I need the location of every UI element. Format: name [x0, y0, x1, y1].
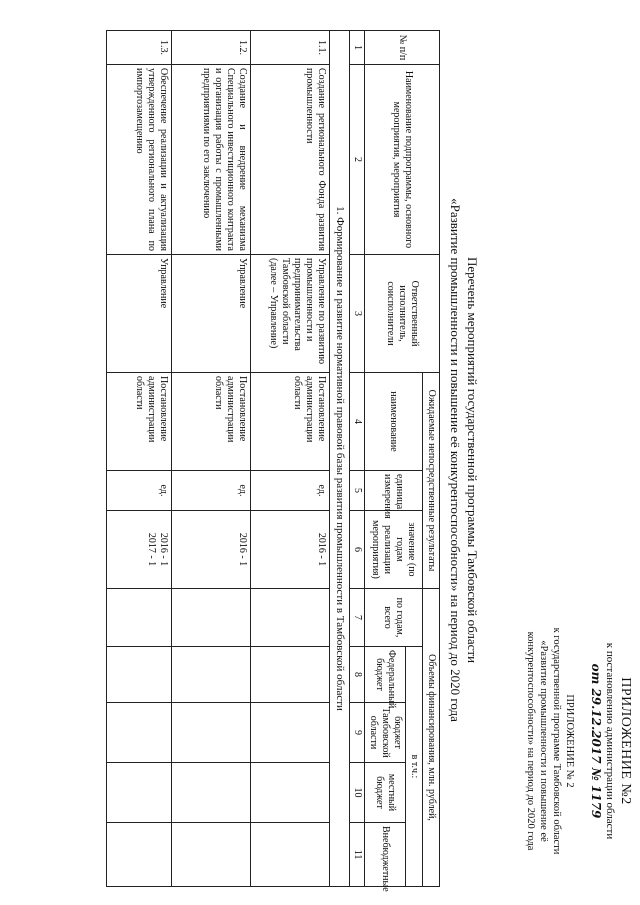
handwritten-date-number: от 29.12.2017 № 1179	[588, 663, 603, 819]
row-unit: ед.	[171, 471, 250, 511]
measures-table	[106, 30, 440, 892]
row-cell-empty	[106, 647, 171, 703]
row-value-line: 2016 - 1	[157, 532, 169, 567]
column-number: 8	[350, 647, 365, 703]
row-name: Создание регионального Фонда развития промышленности	[250, 65, 329, 255]
header-funding-extra: Внебюджетные	[365, 823, 406, 887]
row-cell-empty	[250, 589, 329, 647]
row-num: 1.3.	[106, 31, 171, 65]
header-row-1	[423, 31, 440, 887]
annex-main-header	[588, 591, 634, 891]
row-responsible: Управление	[171, 255, 250, 373]
table-row	[106, 31, 171, 887]
row-unit: ед.	[106, 471, 171, 511]
header-result-value: значение (по годам реализации мероприятия)	[365, 511, 423, 589]
row-cell-empty	[171, 647, 250, 703]
row-cell-empty	[106, 823, 171, 887]
row-value: 2016 - 1	[171, 511, 250, 589]
section-row	[329, 31, 349, 887]
header-funding-total: по годам, всего	[365, 589, 423, 647]
header-expected-results: Ожидаемые непосредственные результаты	[423, 373, 440, 589]
row-cell-empty	[106, 763, 171, 823]
header-funding-federal: Федеральный бюджет	[365, 647, 406, 703]
row-cell-empty	[250, 763, 329, 823]
annex-secondary-header	[524, 591, 577, 891]
column-number: 3	[350, 255, 365, 373]
document-title-line1: Перечень мероприятий государственной программы Тамбовской области	[465, 256, 480, 664]
column-number: 11	[350, 823, 365, 887]
row-name: Создание и внедрение механизма Специального инвестиционного контракта и организация работы с промышленными предприятиями по его заключению	[171, 65, 250, 255]
row-responsible: Управление	[106, 255, 171, 373]
header-funding: Объемы финансирования, млн. рублей,	[423, 589, 440, 887]
annex-secondary-line3: конкурентоспособности» на период до 2020 года	[524, 631, 536, 851]
row-name: Обеспечение реализации и актуализация утвержденного регионального плана по импортозамещению	[106, 65, 171, 255]
column-number: 1	[350, 31, 365, 65]
annex-secondary-line1: к государственной программе Тамбовской области	[550, 627, 562, 855]
row-cell-empty	[250, 703, 329, 763]
table-row	[171, 31, 250, 887]
header-num: № п/п	[365, 31, 440, 65]
row-num: 1.1.	[250, 31, 329, 65]
table-row	[250, 31, 329, 887]
header-funding-local: местный бюджет	[365, 763, 406, 823]
column-number: 4	[350, 373, 365, 471]
header-responsible: Ответственный исполнитель, соисполнители	[365, 255, 440, 373]
header-funding-regional: бюджет Тамбовской области	[365, 703, 406, 763]
annex-main-title: ПРИЛОЖЕНИЕ №2	[618, 677, 633, 805]
row-cell-empty	[250, 647, 329, 703]
row-cell-empty	[171, 589, 250, 647]
header-funding-incl: в т.ч.:	[406, 647, 423, 887]
column-number: 2	[350, 65, 365, 255]
row-result: Постановление администрации области	[106, 373, 171, 471]
header-name: Наименование подпрограммы, основного мероприятия, мероприятия	[365, 65, 440, 255]
column-number-row	[350, 31, 365, 887]
row-result: Постановление администрации области	[250, 373, 329, 471]
annex-secondary-line2: «Развитие промышленности и повышение её	[537, 640, 549, 842]
annex-secondary-title: ПРИЛОЖЕНИЕ № 2	[564, 694, 575, 788]
column-number: 9	[350, 703, 365, 763]
document-title-line2: «Развитие промышленности и повышение её конкурентоспособности» на период до 2020 года	[448, 198, 464, 722]
row-cell-empty	[171, 703, 250, 763]
row-value: 2016 - 1	[250, 511, 329, 589]
header-result-unit: единица измерения	[365, 471, 423, 511]
row-value-line: 2017 - 1	[145, 532, 157, 567]
annex-main-line1: к постановлению администрации области	[604, 642, 617, 840]
row-cell-empty	[106, 703, 171, 763]
column-number: 10	[350, 763, 365, 823]
row-cell-empty	[250, 823, 329, 887]
row-cell-empty	[171, 823, 250, 887]
document-title	[446, 150, 480, 770]
column-number: 5	[350, 471, 365, 511]
section-title: 1. Формирование и развитие нормативной правовой базы развития промышленности в Тамбовской области	[329, 31, 349, 887]
row-value	[106, 511, 171, 589]
row-result: Постановление администрации области	[171, 373, 250, 471]
column-number: 7	[350, 589, 365, 647]
row-unit: ед.	[250, 471, 329, 511]
row-responsible: Управление по развитию промышленности и предпринимательства Тамбовской области (далее – Управление)	[250, 255, 329, 373]
row-num: 1.2.	[171, 31, 250, 65]
header-result-name: наименование	[365, 373, 423, 471]
row-cell-empty	[171, 763, 250, 823]
column-number: 6	[350, 511, 365, 589]
row-cell-empty	[106, 589, 171, 647]
